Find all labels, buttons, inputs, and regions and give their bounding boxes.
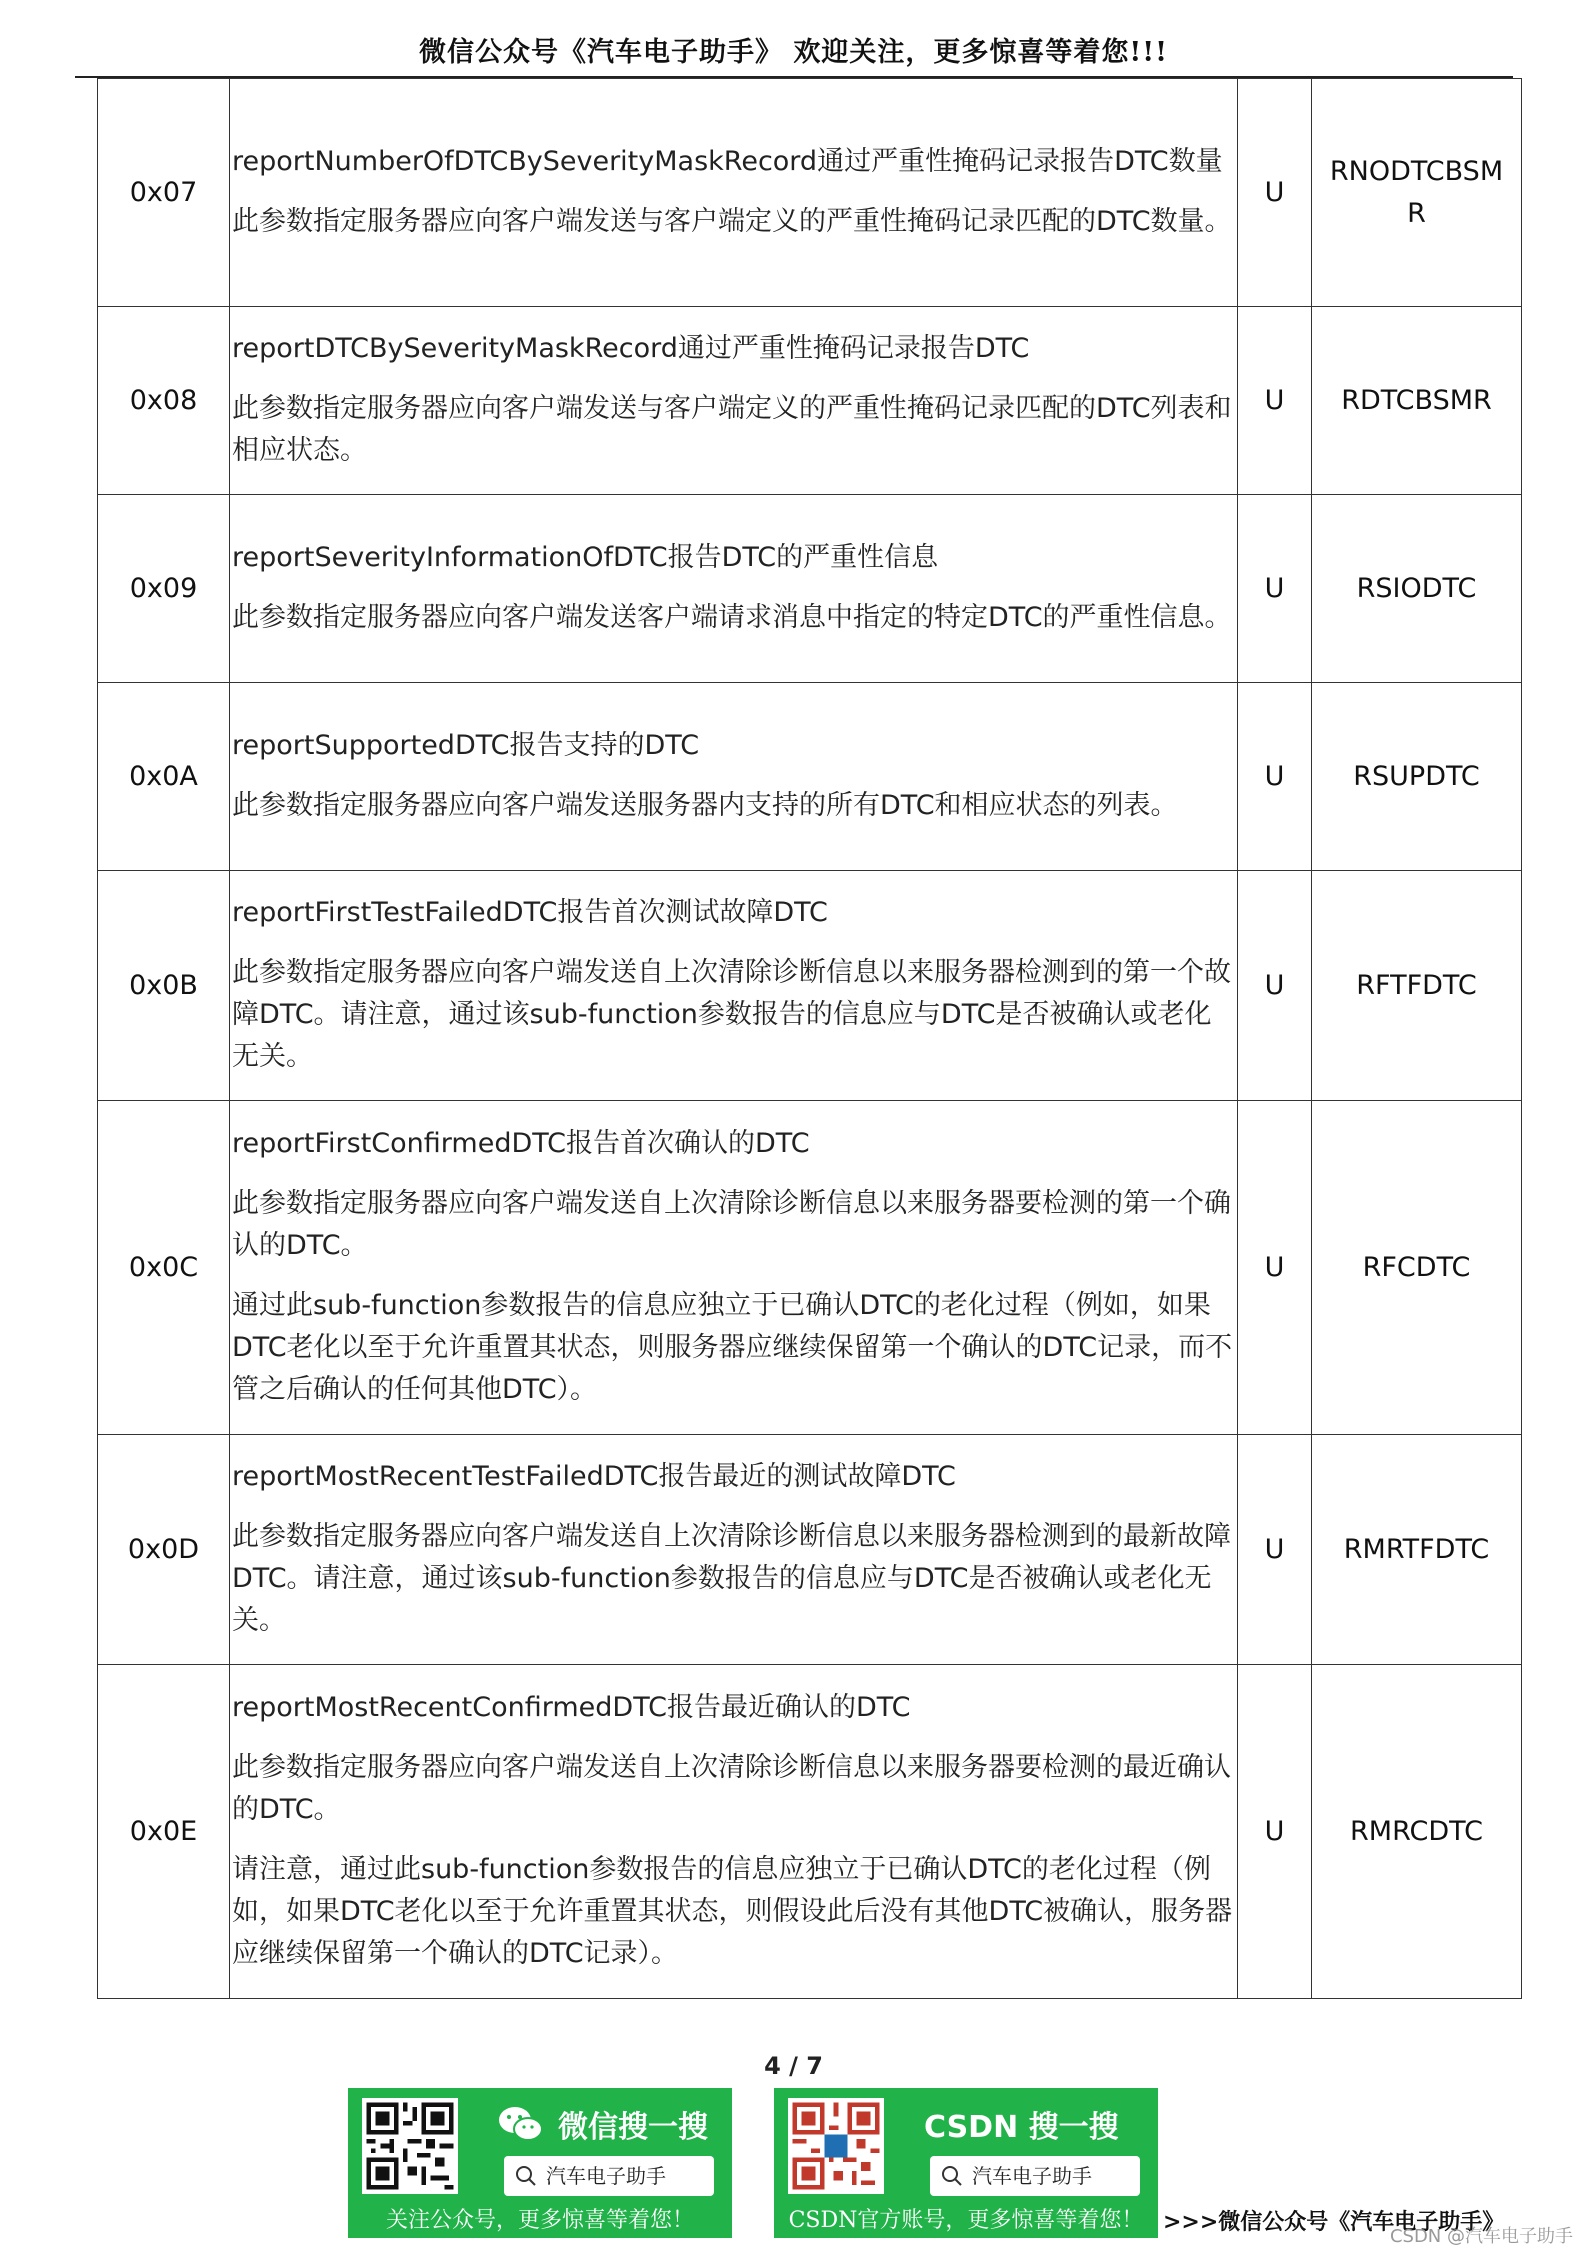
description-paragraph: 此参数指定服务器应向客户端发送服务器内支持的所有DTC和相应状态的列表。 [232, 789, 1178, 821]
description-title: reportDTCBySeverityMaskRecord通过严重性掩码记录报告DTC [232, 332, 1030, 364]
subfunction-code: 0x07 [98, 79, 230, 307]
mnemonic-cell [1312, 683, 1522, 871]
mnemonic-cell [1312, 1665, 1522, 1999]
description-paragraph: 此参数指定服务器应向客户端发送自上次清除诊断信息以来服务器要检测的第一个确认的DTC。 [232, 1187, 1231, 1261]
subfunction-description [230, 1101, 1238, 1435]
requirement-cell: U [1238, 307, 1312, 495]
mnemonic-text: RDTCBSMR [1341, 384, 1492, 416]
mnemonic-cell [1312, 79, 1522, 307]
description-title: reportMostRecentConfirmedDTC报告最近确认的DTC [232, 1691, 911, 1723]
table-row [98, 307, 1522, 495]
subfunction-code: 0x0C [98, 1101, 230, 1435]
mnemonic-text: RFTFDTC [1356, 969, 1477, 1001]
mnemonic-text: RSIODTC [1356, 572, 1477, 604]
description-title: reportFirstTestFailedDTC报告首次测试故障DTC [232, 896, 828, 928]
wechat-logo-icon [498, 2104, 544, 2144]
table-row [98, 1101, 1522, 1435]
subfunction-description [230, 1435, 1238, 1665]
footer-wechat-link[interactable]: >>>微信公众号《汽车电子助手》 [1163, 2209, 1505, 2235]
csdn-banner-footer: CSDN官方账号，更多惊喜等着您！ [788, 2208, 1144, 2233]
csdn-search-box[interactable] [930, 2156, 1140, 2196]
search-icon [514, 2164, 538, 2188]
mnemonic-cell [1312, 1435, 1522, 1665]
table-row [98, 871, 1522, 1101]
subfunction-code: 0x0A [98, 683, 230, 871]
description-title: reportSupportedDTC报告支持的DTC [232, 729, 700, 761]
mnemonic-text: RMRTFDTC [1343, 1533, 1490, 1565]
requirement-cell: U [1238, 79, 1312, 307]
table-row [98, 683, 1522, 871]
wechat-promo-banner[interactable] [348, 2088, 732, 2238]
description-title: reportSeverityInformationOfDTC报告DTC的严重性信息 [232, 541, 939, 573]
description-paragraph: 此参数指定服务器应向客户端发送与客户端定义的严重性掩码记录匹配的DTC列表和相应状态。 [232, 392, 1232, 466]
description-title: reportMostRecentTestFailedDTC报告最近的测试故障DTC [232, 1460, 956, 1492]
csdn-search-title: CSDN 搜一搜 [924, 2110, 1119, 2145]
wechat-banner-footer: 关注公众号，更多惊喜等着您！ [385, 2208, 694, 2233]
wechat-search-text: 汽车电子助手 [546, 2164, 666, 2188]
wechat-search-box[interactable] [504, 2156, 714, 2196]
mnemonic-text: RSUPDTC [1353, 760, 1480, 792]
mnemonic-cell [1312, 307, 1522, 495]
table-row [98, 495, 1522, 683]
requirement-cell: U [1238, 1665, 1312, 1999]
requirement-cell: U [1238, 871, 1312, 1101]
mnemonic-text: RNODTCBSMR [1329, 155, 1504, 229]
subfunction-description [230, 683, 1238, 871]
mnemonic-text: RMRCDTC [1350, 1815, 1483, 1847]
subfunction-code: 0x0B [98, 871, 230, 1101]
page-number: 4 / 7 [764, 2052, 823, 2080]
mnemonic-cell [1312, 871, 1522, 1101]
subfunction-description [230, 1665, 1238, 1999]
mnemonic-text: RFCDTC [1362, 1251, 1471, 1283]
table-row [98, 1665, 1522, 1999]
qr-code-icon [362, 2098, 458, 2194]
description-paragraph: 通过此sub-function参数报告的信息应独立于已确认DTC的老化过程（例如，如果DTC老化以至于允许重置其状态，则服务器应继续保留第一个确认的DTC记录，而不管之后确认的任何其他DTC）。 [232, 1289, 1233, 1405]
mnemonic-cell [1312, 1101, 1522, 1435]
subfunction-table [97, 78, 1522, 1999]
requirement-cell: U [1238, 495, 1312, 683]
requirement-cell: U [1238, 683, 1312, 871]
subfunction-description [230, 495, 1238, 683]
csdn-promo-banner[interactable] [774, 2088, 1158, 2238]
requirement-cell: U [1238, 1101, 1312, 1435]
subfunction-code: 0x0D [98, 1435, 230, 1665]
table-row [98, 79, 1522, 307]
description-paragraph: 此参数指定服务器应向客户端发送客户端请求消息中指定的特定DTC的严重性信息。 [232, 601, 1232, 633]
description-paragraph: 请注意，通过此sub-function参数报告的信息应独立于已确认DTC的老化过程（例如，如果DTC老化以至于允许重置其状态，则假设此后没有其他DTC被确认，服务器应继续保留第一个确认的DTC记录）。 [232, 1853, 1233, 1969]
description-title: reportNumberOfDTCBySeverityMaskRecord通过严重性掩码记录报告DTC数量 [232, 145, 1223, 177]
subfunction-code: 0x0E [98, 1665, 230, 1999]
csdn-watermark: CSDN @汽车电子助手 [1389, 2226, 1573, 2247]
subfunction-description [230, 307, 1238, 495]
table-row [98, 1435, 1522, 1665]
page-header: 微信公众号《汽车电子助手》 欢迎关注，更多惊喜等着您!!! [419, 37, 1168, 68]
mnemonic-cell [1312, 495, 1522, 683]
description-title: reportFirstConfirmedDTC报告首次确认的DTC [232, 1127, 810, 1159]
subfunction-code: 0x09 [98, 495, 230, 683]
description-paragraph: 此参数指定服务器应向客户端发送自上次清除诊断信息以来服务器检测到的最新故障DTC。请注意，通过该sub-function参数报告的信息应与DTC是否被确认或老化无关。 [232, 1520, 1231, 1636]
description-paragraph: 此参数指定服务器应向客户端发送与客户端定义的严重性掩码记录匹配的DTC数量。 [232, 205, 1232, 237]
description-paragraph: 此参数指定服务器应向客户端发送自上次清除诊断信息以来服务器检测到的第一个故障DTC。请注意，通过该sub-function参数报告的信息应与DTC是否被确认或老化无关。 [232, 956, 1231, 1072]
requirement-cell: U [1238, 1435, 1312, 1665]
subfunction-description [230, 79, 1238, 307]
description-paragraph: 此参数指定服务器应向客户端发送自上次清除诊断信息以来服务器要检测的最近确认的DTC。 [232, 1751, 1231, 1825]
csdn-search-text: 汽车电子助手 [972, 2164, 1092, 2188]
qr-code-icon [788, 2098, 884, 2194]
subfunction-code: 0x08 [98, 307, 230, 495]
subfunction-description [230, 871, 1238, 1101]
wechat-search-title: 微信搜一搜 [558, 2110, 708, 2145]
search-icon [940, 2164, 964, 2188]
